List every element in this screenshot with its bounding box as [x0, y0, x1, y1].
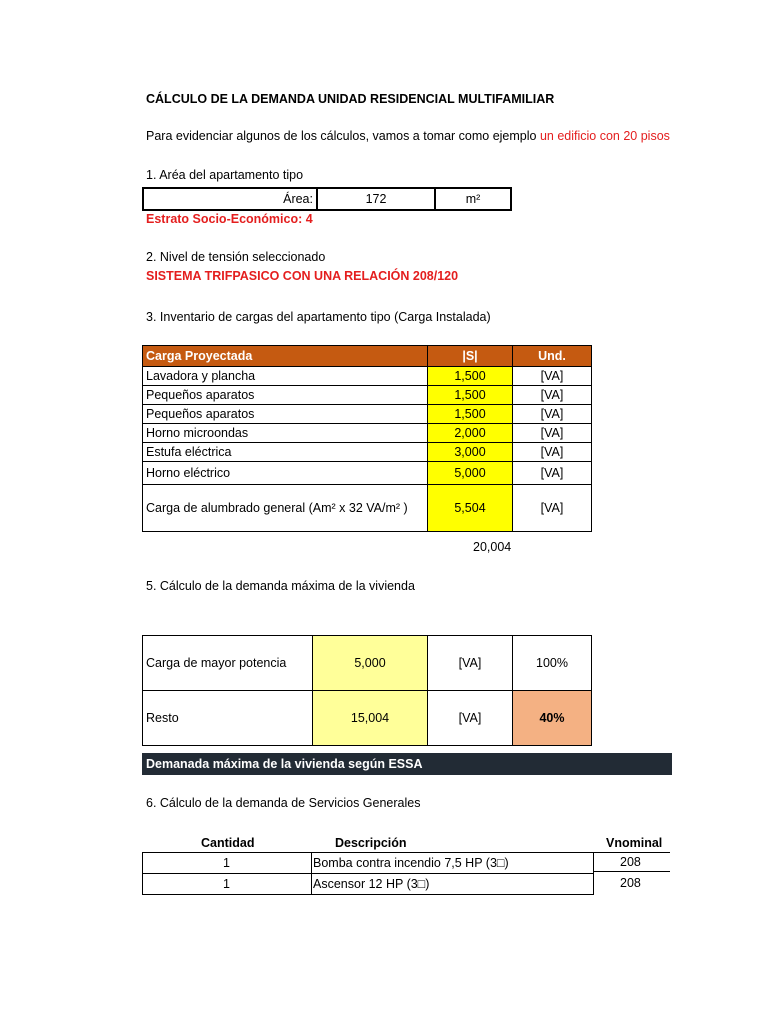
demand-value: 15,004 [313, 691, 428, 746]
area-unit: m² [435, 188, 511, 210]
load-name: Pequeños aparatos [143, 386, 428, 405]
table-row [143, 405, 592, 424]
load-value: 5,000 [428, 462, 513, 485]
demand-factor: 40% [513, 691, 592, 746]
table-row [143, 424, 592, 443]
demand-name: Resto [143, 691, 313, 746]
load-unit: [VA] [513, 405, 592, 424]
section2-heading: 2. Nivel de tensión seleccionado [146, 250, 326, 264]
loads-header-s: |S| [428, 346, 513, 367]
area-value: 172 [317, 188, 435, 210]
loads-header-name: Carga Proyectada [143, 346, 428, 367]
demand-unit: [VA] [428, 691, 513, 746]
load-value: 1,500 [428, 367, 513, 386]
svc-divider [142, 894, 594, 895]
loads-table [142, 345, 592, 532]
svc-divider [142, 852, 143, 895]
demand-table [142, 635, 592, 746]
load-unit: [VA] [513, 386, 592, 405]
demand-factor: 100% [513, 636, 592, 691]
load-unit: [VA] [513, 462, 592, 485]
table-row [143, 367, 592, 386]
area-table [142, 187, 512, 211]
table-row [143, 691, 592, 746]
svc-header-qty: Cantidad [201, 836, 255, 850]
demand-value: 5,000 [313, 636, 428, 691]
svc-header-v: Vnominal [606, 836, 663, 850]
loads-header-unit: Und. [513, 346, 592, 367]
load-name: Lavadora y plancha [143, 367, 428, 386]
estrato-label: Estrato Socio-Económico: 4 [146, 212, 313, 226]
section5-heading: 5. Cálculo de la demanda máxima de la vivienda [146, 579, 415, 593]
table-row [143, 636, 592, 691]
svc-v: 208 [620, 876, 641, 890]
svc-header-desc: Descripción [335, 836, 407, 850]
system-label: SISTEMA TRIFPASICO CON UNA RELACIÓN 208/120 [146, 269, 459, 283]
table-row [143, 443, 592, 462]
demand-unit: [VA] [428, 636, 513, 691]
loads-total: 20,004 [473, 540, 512, 554]
page-title: CÁLCULO DE LA DEMANDA UNIDAD RESIDENCIAL MULTIFAMILIAR [146, 92, 555, 106]
load-name: Estufa eléctrica [143, 443, 428, 462]
intro-highlight: un edificio con 20 pisos [539, 129, 670, 143]
svc-v: 208 [620, 855, 641, 869]
load-unit: [VA] [513, 367, 592, 386]
svc-divider [311, 852, 312, 895]
section1-heading: 1. Aréa del apartamento tipo [146, 168, 304, 182]
svc-qty: 1 [223, 856, 230, 870]
intro-text: Para evidenciar algunos de los cálculos, vamos a tomar como ejemplo [146, 129, 540, 143]
load-value: 1,500 [428, 405, 513, 424]
svc-desc: Bomba contra incendio 7,5 HP (3□) [313, 856, 509, 870]
section3-heading: 3. Inventario de cargas del apartamento tipo (Carga Instalada) [146, 310, 491, 324]
load-name: Horno eléctrico [143, 462, 428, 485]
loads-header-row [143, 346, 592, 367]
load-name: Horno microondas [143, 424, 428, 443]
load-value: 1,500 [428, 386, 513, 405]
table-row [143, 462, 592, 485]
section6-heading: 6. Cálculo de la demanda de Servicios Generales [146, 796, 421, 810]
load-unit: [VA] [513, 485, 592, 532]
load-value: 5,504 [428, 485, 513, 532]
table-row [143, 485, 592, 532]
load-value: 3,000 [428, 443, 513, 462]
svc-qty: 1 [223, 877, 230, 891]
demand-name: Carga de mayor potencia [143, 636, 313, 691]
svc-desc: Ascensor 12 HP (3□) [313, 877, 430, 891]
intro-paragraph [146, 129, 670, 143]
svc-divider [593, 852, 594, 895]
demand-banner: Demanada máxima de la vivienda según ESSA [142, 753, 672, 775]
load-value: 2,000 [428, 424, 513, 443]
svc-divider [142, 852, 670, 853]
load-unit: [VA] [513, 443, 592, 462]
load-name: Carga de alumbrado general (Am² x 32 VA/m² ) [143, 485, 428, 532]
table-row [143, 386, 592, 405]
load-unit: [VA] [513, 424, 592, 443]
svc-divider [594, 871, 670, 872]
load-name: Pequeños aparatos [143, 405, 428, 424]
svc-divider [142, 873, 594, 874]
area-label: Área: [143, 188, 317, 210]
